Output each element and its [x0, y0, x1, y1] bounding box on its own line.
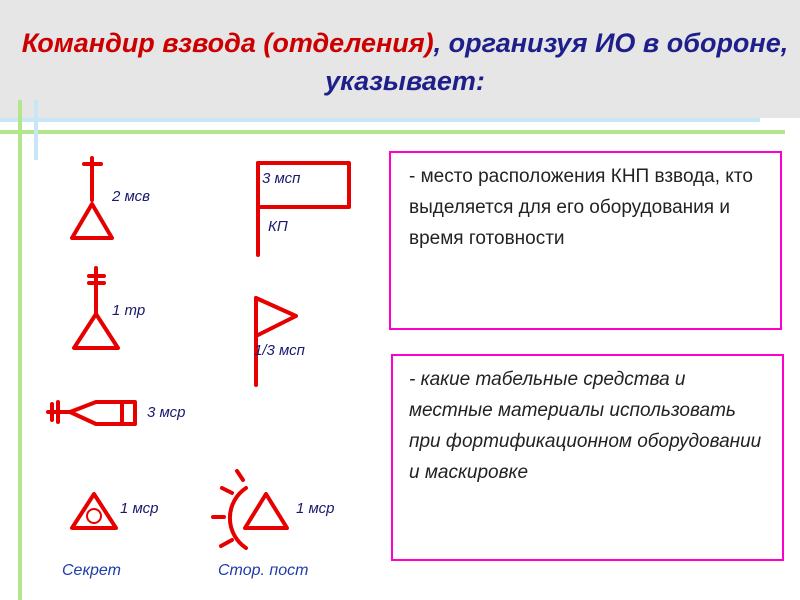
materials-text: - какие табельные средства и местные материалы использовать при фортификационном оборудовании и маскировке [409, 369, 762, 483]
label-side-post: Стор. пост [218, 562, 309, 579]
label-sekret: Секрет [62, 562, 121, 579]
vehicle-symbol [48, 402, 135, 424]
label-2-msv: 2 мсв [112, 188, 150, 205]
knp-location-text: - место расположения КНП взвода, кто выделяется для его оборудования и время готовности [409, 166, 753, 249]
label-kp: КП [268, 218, 288, 235]
squad-position-symbol [72, 158, 112, 238]
title-highlight: Командир взвода (отделения) [21, 28, 434, 58]
label-1-3-msp: 1/3 мсп [254, 342, 305, 359]
label-1-tr: 1 тр [112, 302, 146, 319]
knp-location-box [389, 151, 782, 330]
label-3-msp: 3 мсп [262, 170, 301, 187]
title-rest: , организуя ИО в обороне, указывает: [325, 28, 789, 96]
label-1-msr-right: 1 мср [296, 500, 335, 517]
secret-post-symbol [72, 494, 116, 528]
side-post-symbol [213, 471, 287, 548]
label-3-msr: 3 мср [147, 404, 186, 421]
materials-box [391, 354, 784, 561]
label-1-msr-left: 1 мср [120, 500, 159, 517]
